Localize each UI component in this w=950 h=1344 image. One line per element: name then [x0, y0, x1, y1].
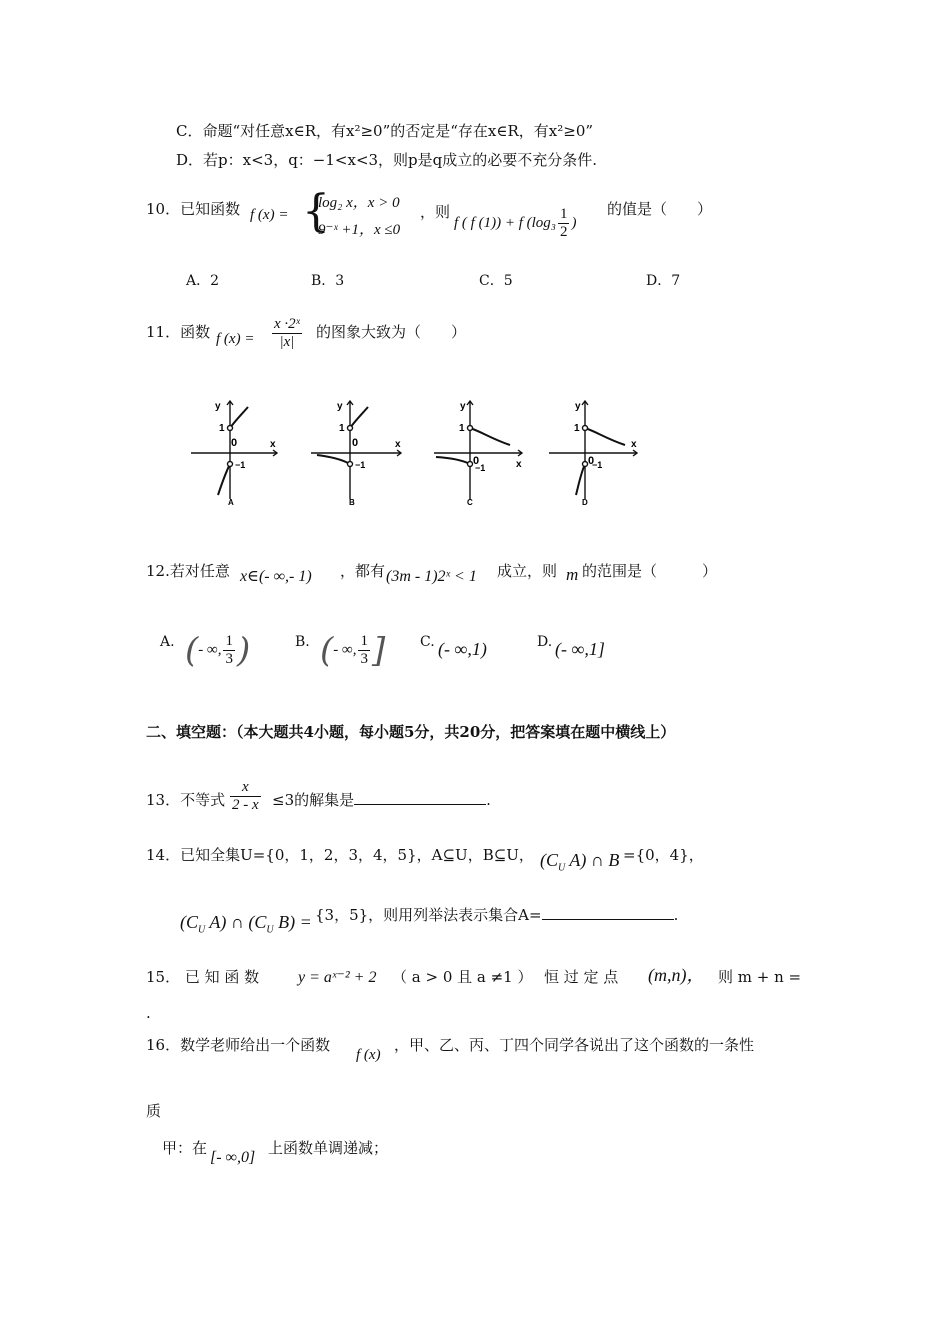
q12-mid: ，都有	[340, 562, 386, 580]
q10-tail: 的值是（ ）	[607, 200, 713, 218]
q14-expr2: ($C_U$ A) ∩ ($C_U$ B) =	[180, 912, 312, 936]
q11-frac	[272, 316, 302, 351]
svg-text:1: 1	[459, 423, 465, 434]
q12-tail: 的范围是（ ）	[582, 562, 718, 580]
q10-then: ，则	[420, 203, 451, 221]
q10-fx: f (x) =	[250, 207, 289, 223]
q12-number: 12.若对任意	[146, 562, 230, 580]
q10-brace: {	[302, 186, 330, 237]
q14-expr1: ($C_U$ A) ∩ B	[540, 850, 620, 874]
q13-number: 13．不等式	[146, 791, 226, 809]
q14-val1: ={0，4}，	[623, 846, 704, 864]
q16-line1a: 16．数学老师给出一个函数	[146, 1036, 331, 1054]
q9-option-d: D．若p：x<3，q：−1<x<3，则p是q成立的必要不充分条件.	[176, 151, 598, 169]
svg-text:y: y	[460, 401, 466, 412]
graph-label-b: B	[349, 498, 355, 507]
q12-option-c: (- ∞,1)	[438, 639, 487, 659]
q9-option-c: C．命题“对任意x∈R，有x²≥0”的否定是“存在x∈R，有x²≥0”	[176, 122, 594, 140]
curve-right	[230, 407, 248, 428]
tick-m1: −1	[235, 460, 246, 470]
q13-tail: ≤3的解集是 .	[272, 791, 491, 809]
q11-frac-den: |x|	[279, 334, 295, 350]
q10-option-c: C．5	[479, 273, 513, 289]
q12-var: m	[566, 565, 579, 584]
q10-case1: log₂ x，x > 0	[318, 195, 400, 211]
q16-fx: f (x)	[356, 1047, 381, 1063]
svg-text:x: x	[395, 439, 401, 450]
svg-text:y: y	[337, 401, 343, 412]
q12-option-a: (- ∞, $\frac{1}{3}$ )	[185, 630, 251, 671]
svg-text:x: x	[516, 459, 522, 470]
q15-func: y = aˣ⁻² + 2	[298, 969, 377, 986]
svg-text:0: 0	[588, 455, 595, 467]
q10-expression	[454, 206, 576, 241]
q11-tail: 的图象大致为（ ）	[316, 323, 467, 341]
q15-end: .	[146, 1004, 151, 1022]
svg-text:y: y	[575, 401, 581, 412]
q11-fraction	[270, 316, 304, 351]
q10-option-a: A．2	[186, 273, 220, 289]
axis-x-label: x	[270, 439, 276, 450]
q11-graph-c	[430, 395, 530, 507]
svg-text:1: 1	[339, 423, 345, 434]
q11-fx: f (x) =	[216, 331, 255, 347]
q16-line2: 质	[146, 1102, 162, 1120]
q16-line1b: ，甲、乙、丙、丁四个同学各说出了这个函数的一条性	[394, 1036, 755, 1054]
svg-text:−1: −1	[355, 460, 366, 470]
svg-text:1: 1	[574, 423, 580, 434]
q12-option-b: (- ∞, $\frac{1}{3}$ ]	[320, 630, 386, 671]
q12-option-d: (- ∞,1]	[555, 639, 605, 659]
q13-frac-den: 2 - x	[232, 797, 259, 813]
q15-tail: 则 m + n =	[718, 968, 802, 986]
q12-option-c-label: C.	[420, 634, 435, 650]
q12-inequality: (3m - 1)2ˣ < 1	[386, 568, 477, 585]
q14-val2-line: {3，5}，则用列举法表示集合A= .	[315, 906, 679, 924]
graph-label-d: D	[582, 498, 588, 507]
q11-graph-d	[545, 395, 645, 507]
q11-graph-a	[185, 395, 285, 507]
q10-case2: 9⁻ˣ +1，x ≤0	[318, 222, 401, 238]
q16-jia-b: 上函数单调递减；	[268, 1139, 389, 1157]
svg-text:0: 0	[473, 455, 480, 467]
q10-expr-suffix: )	[571, 214, 577, 231]
q12-domain: x∈(- ∞,- 1)	[240, 568, 312, 585]
graph-label-a: A	[228, 498, 234, 507]
q11-graph-b	[305, 395, 405, 507]
q16-jia-a: 甲：在	[162, 1139, 208, 1157]
section-2-heading: 二、填空题：（本大题共4小题，每小题5分，共20分，把答案填在题中横线上）	[146, 723, 676, 741]
q10-fraction	[558, 206, 570, 241]
q13-answer-blank[interactable]	[354, 790, 486, 805]
q11-frac-num: x ·2ˣ	[274, 316, 300, 332]
curve-left	[218, 464, 230, 495]
q14-line1: 14．已知全集U={0，1，2，3，4，5}，A⊆U，B⊆U，	[146, 846, 534, 864]
q13-frac-num: x	[230, 779, 261, 797]
q12-option-d-label: D.	[537, 634, 553, 650]
q11-number: 11．函数	[146, 323, 211, 341]
svg-text:−1: −1	[475, 463, 486, 473]
q12-option-a-label: A.	[160, 634, 175, 650]
q12-option-b-label: B.	[295, 634, 310, 650]
q15-mid: 恒 过 定 点	[544, 968, 619, 986]
axis-y-label: y	[215, 401, 221, 412]
tick-1: 1	[219, 423, 225, 434]
q15-point: (m,n)，	[648, 965, 705, 985]
svg-text:0: 0	[352, 437, 359, 449]
q10-option-b: B．3	[311, 273, 345, 289]
q10-expr-prefix: f ( f (1)) + f (log₃	[454, 214, 556, 231]
q10-option-d: D．7	[646, 273, 681, 289]
graph-label-c: C	[467, 498, 473, 507]
q13-fraction	[228, 779, 263, 814]
q14-answer-blank[interactable]	[542, 905, 674, 920]
q15-text: 15． 已 知 函 数	[146, 968, 260, 986]
svg-text:x: x	[631, 439, 637, 450]
q10-number: 10．已知函数	[146, 200, 241, 218]
q16-jia-interval: [- ∞,0]	[210, 1149, 256, 1166]
q10-frac-den: 2	[559, 224, 568, 240]
q12-mid2: 成立，则	[497, 562, 558, 580]
svg-text:−1: −1	[592, 460, 603, 470]
origin: 0	[231, 437, 238, 449]
q10-frac-num: 1	[559, 206, 568, 222]
q15-cond: （ a > 0 且 a ≠1 ）	[392, 968, 533, 986]
